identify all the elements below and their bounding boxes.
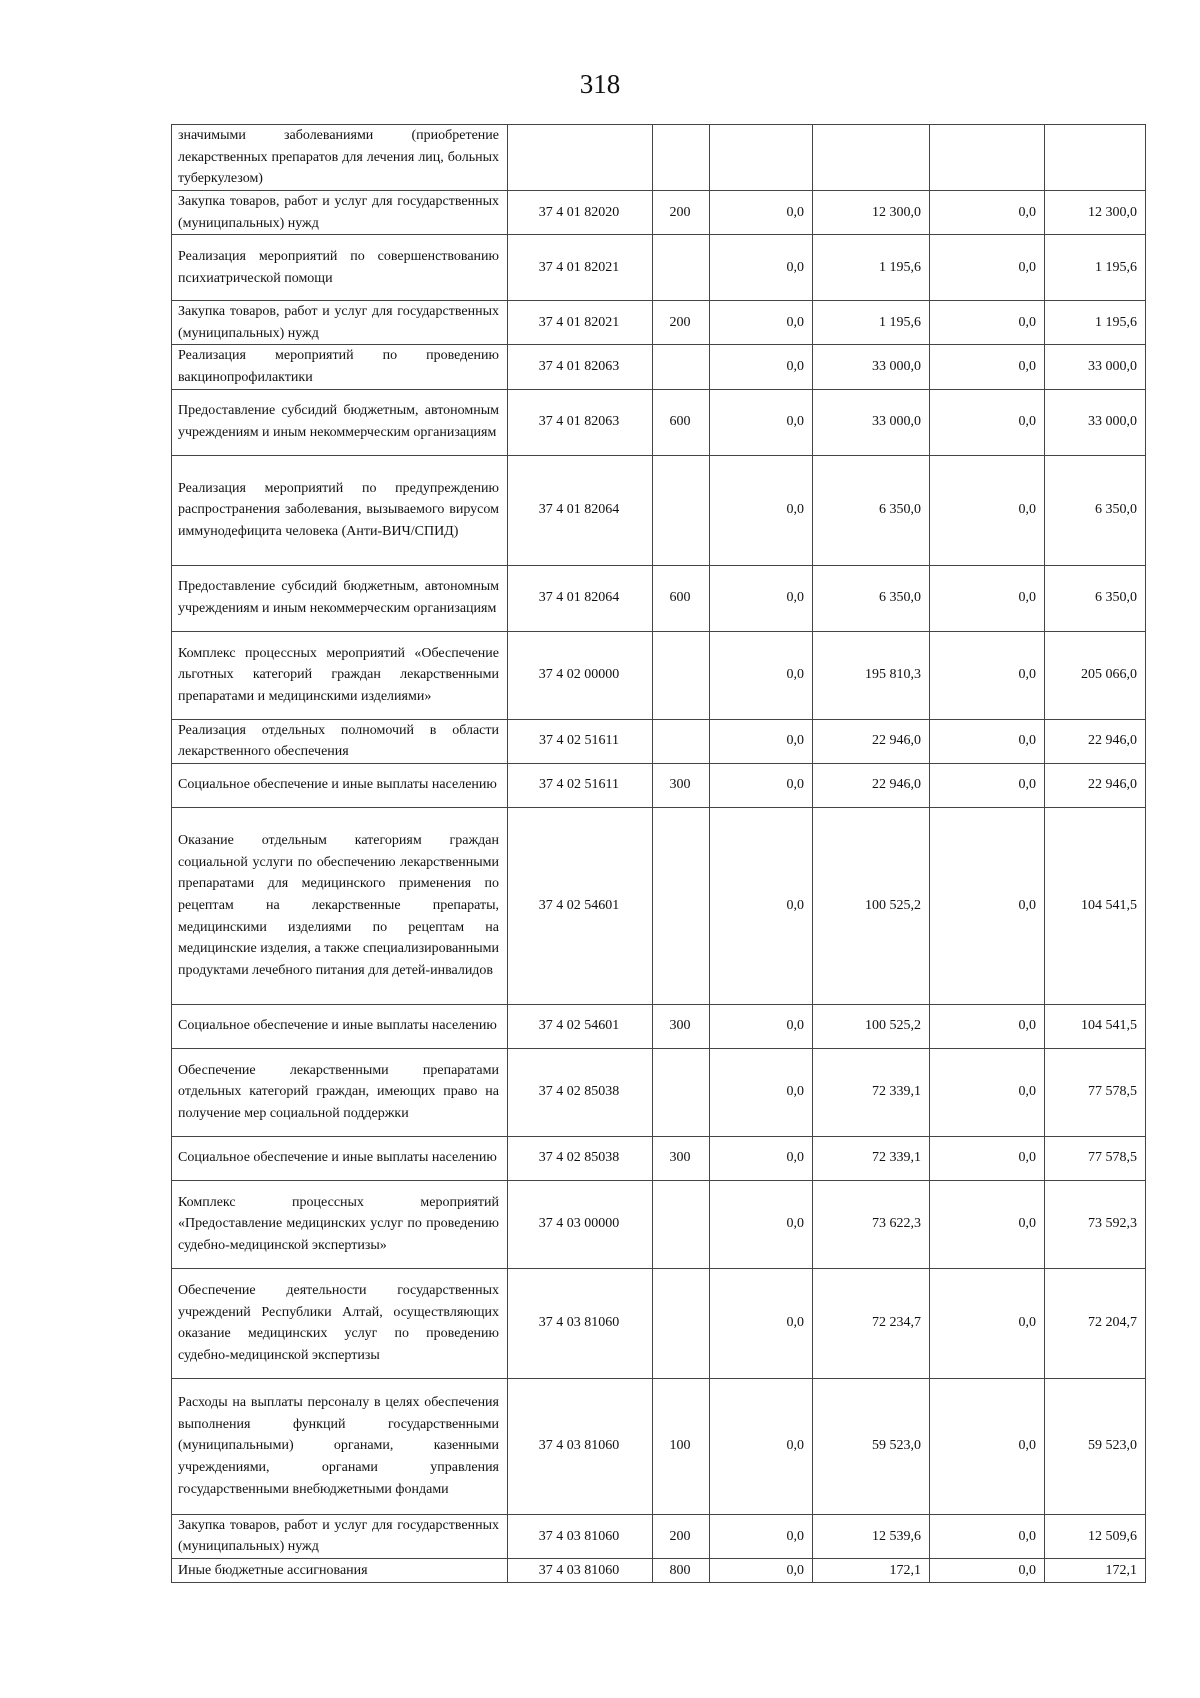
row-value-3: 0,0 xyxy=(930,1180,1045,1268)
row-value-3: 0,0 xyxy=(930,1558,1045,1582)
table-row xyxy=(172,191,1146,235)
row-value-2: 73 622,3 xyxy=(813,1180,930,1268)
table-row xyxy=(172,763,1146,807)
row-value-1: 0,0 xyxy=(710,1180,813,1268)
row-value-3: 0,0 xyxy=(930,719,1045,763)
row-name: Закупка товаров, работ и услуг для государственных (муниципальных) нужд xyxy=(172,191,508,235)
table-row xyxy=(172,565,1146,631)
row-value-4: 33 000,0 xyxy=(1045,389,1146,455)
row-name: Закупка товаров, работ и услуг для государственных (муниципальных) нужд xyxy=(172,301,508,345)
row-value-4: 77 578,5 xyxy=(1045,1136,1146,1180)
row-value-2: 12 300,0 xyxy=(813,191,930,235)
row-value-3: 0,0 xyxy=(930,1136,1045,1180)
table-row xyxy=(172,1136,1146,1180)
row-csr: 37 4 02 51611 xyxy=(508,763,653,807)
row-value-1: 0,0 xyxy=(710,345,813,389)
table-row xyxy=(172,1268,1146,1378)
row-name: Комплекс процессных мероприятий «Обеспечение льготных категорий граждан лекарственными препаратами и медицинскими изделиями» xyxy=(172,631,508,719)
row-csr: 37 4 02 54601 xyxy=(508,807,653,1004)
row-value-4: 12 509,6 xyxy=(1045,1514,1146,1558)
row-vr xyxy=(653,125,710,191)
row-csr: 37 4 01 82021 xyxy=(508,301,653,345)
row-value-3: 0,0 xyxy=(930,301,1045,345)
row-vr: 600 xyxy=(653,565,710,631)
row-name: Социальное обеспечение и иные выплаты населению xyxy=(172,1004,508,1048)
row-value-4: 104 541,5 xyxy=(1045,1004,1146,1048)
row-value-3: 0,0 xyxy=(930,1514,1045,1558)
row-vr xyxy=(653,1268,710,1378)
row-value-1: 0,0 xyxy=(710,1048,813,1136)
row-value-3 xyxy=(930,125,1045,191)
row-csr: 37 4 02 51611 xyxy=(508,719,653,763)
row-value-2: 6 350,0 xyxy=(813,565,930,631)
row-value-3: 0,0 xyxy=(930,455,1045,565)
table-row xyxy=(172,1514,1146,1558)
table-row xyxy=(172,1558,1146,1582)
row-value-1: 0,0 xyxy=(710,565,813,631)
row-vr xyxy=(653,1180,710,1268)
row-value-3: 0,0 xyxy=(930,763,1045,807)
row-value-1: 0,0 xyxy=(710,763,813,807)
row-value-1: 0,0 xyxy=(710,455,813,565)
row-value-3: 0,0 xyxy=(930,345,1045,389)
row-vr xyxy=(653,235,710,301)
row-value-1: 0,0 xyxy=(710,719,813,763)
table-row xyxy=(172,1378,1146,1514)
row-vr: 200 xyxy=(653,301,710,345)
row-csr xyxy=(508,125,653,191)
row-value-2: 33 000,0 xyxy=(813,389,930,455)
row-value-3: 0,0 xyxy=(930,631,1045,719)
row-name: Предоставление субсидий бюджетным, автономным учреждениям и иным некоммерческим организациям xyxy=(172,565,508,631)
row-value-2: 100 525,2 xyxy=(813,807,930,1004)
row-csr: 37 4 03 81060 xyxy=(508,1268,653,1378)
table-row xyxy=(172,389,1146,455)
row-name: Иные бюджетные ассигнования xyxy=(172,1558,508,1582)
row-value-1: 0,0 xyxy=(710,631,813,719)
row-value-2: 72 339,1 xyxy=(813,1048,930,1136)
row-value-2: 22 946,0 xyxy=(813,763,930,807)
table-row xyxy=(172,719,1146,763)
row-vr xyxy=(653,455,710,565)
table-row xyxy=(172,345,1146,389)
row-vr xyxy=(653,1048,710,1136)
row-value-2: 72 339,1 xyxy=(813,1136,930,1180)
row-name: Реализация мероприятий по предупреждению распространения заболевания, вызываемого вирусом иммунодефицита человека (Анти-ВИЧ/СПИД) xyxy=(172,455,508,565)
row-value-4: 205 066,0 xyxy=(1045,631,1146,719)
row-name: Расходы на выплаты персоналу в целях обеспечения выполнения функций государственными (муниципальными) органами, казенными учреждениями, органами управления государственными внебюджетными фондами xyxy=(172,1378,508,1514)
row-value-4: 33 000,0 xyxy=(1045,345,1146,389)
row-value-3: 0,0 xyxy=(930,565,1045,631)
row-csr: 37 4 01 82021 xyxy=(508,235,653,301)
table-body xyxy=(172,125,1146,1583)
row-value-1: 0,0 xyxy=(710,807,813,1004)
row-name: Реализация мероприятий по совершенствованию психиатрической помощи xyxy=(172,235,508,301)
row-value-3: 0,0 xyxy=(930,191,1045,235)
row-csr: 37 4 03 00000 xyxy=(508,1180,653,1268)
row-value-1: 0,0 xyxy=(710,1514,813,1558)
row-value-4: 22 946,0 xyxy=(1045,763,1146,807)
row-csr: 37 4 02 85038 xyxy=(508,1048,653,1136)
row-value-4: 12 300,0 xyxy=(1045,191,1146,235)
row-value-2: 33 000,0 xyxy=(813,345,930,389)
row-value-4: 104 541,5 xyxy=(1045,807,1146,1004)
row-value-3: 0,0 xyxy=(930,389,1045,455)
page-number: 318 xyxy=(579,69,621,99)
row-vr: 300 xyxy=(653,763,710,807)
row-name: Комплекс процессных мероприятий «Предоставление медицинских услуг по проведению судебно-медицинской экспертизы» xyxy=(172,1180,508,1268)
row-value-4: 22 946,0 xyxy=(1045,719,1146,763)
row-csr: 37 4 02 85038 xyxy=(508,1136,653,1180)
row-value-3: 0,0 xyxy=(930,1268,1045,1378)
row-csr: 37 4 02 54601 xyxy=(508,1004,653,1048)
row-value-2: 72 234,7 xyxy=(813,1268,930,1378)
row-vr xyxy=(653,631,710,719)
row-vr: 200 xyxy=(653,191,710,235)
row-vr: 800 xyxy=(653,1558,710,1582)
row-value-4: 73 592,3 xyxy=(1045,1180,1146,1268)
table-row xyxy=(172,455,1146,565)
table-row xyxy=(172,1180,1146,1268)
row-name: Закупка товаров, работ и услуг для государственных (муниципальных) нужд xyxy=(172,1514,508,1558)
row-value-1 xyxy=(710,125,813,191)
row-vr xyxy=(653,719,710,763)
row-vr: 300 xyxy=(653,1136,710,1180)
row-value-1: 0,0 xyxy=(710,1136,813,1180)
row-name: Предоставление субсидий бюджетным, автономным учреждениям и иным некоммерческим организациям xyxy=(172,389,508,455)
row-csr: 37 4 01 82064 xyxy=(508,455,653,565)
row-value-4: 77 578,5 xyxy=(1045,1048,1146,1136)
row-vr xyxy=(653,807,710,1004)
row-name: Обеспечение лекарственными препаратами отдельных категорий граждан, имеющих право на получение мер социальной поддержки xyxy=(172,1048,508,1136)
table-row xyxy=(172,1004,1146,1048)
row-value-2: 1 195,6 xyxy=(813,235,930,301)
row-value-2: 12 539,6 xyxy=(813,1514,930,1558)
row-value-4: 172,1 xyxy=(1045,1558,1146,1582)
row-value-4: 59 523,0 xyxy=(1045,1378,1146,1514)
row-csr: 37 4 02 00000 xyxy=(508,631,653,719)
row-value-3: 0,0 xyxy=(930,807,1045,1004)
row-name: Оказание отдельным категориям граждан социальной услуги по обеспечению лекарственными препаратами для медицинского применения по рецептам на лекарственные препараты, медицинскими изделиями по рецептам на медицинские изделия, а также специализированными продуктами лечебного питания для детей-инвалидов xyxy=(172,807,508,1004)
row-value-4: 1 195,6 xyxy=(1045,301,1146,345)
row-value-1: 0,0 xyxy=(710,389,813,455)
row-csr: 37 4 03 81060 xyxy=(508,1378,653,1514)
row-csr: 37 4 01 82063 xyxy=(508,389,653,455)
row-vr: 100 xyxy=(653,1378,710,1514)
row-value-2 xyxy=(813,125,930,191)
row-value-4: 1 195,6 xyxy=(1045,235,1146,301)
row-value-1: 0,0 xyxy=(710,1004,813,1048)
table-row xyxy=(172,125,1146,191)
row-csr: 37 4 03 81060 xyxy=(508,1514,653,1558)
row-value-1: 0,0 xyxy=(710,235,813,301)
table-row xyxy=(172,235,1146,301)
table-row xyxy=(172,631,1146,719)
row-value-2: 59 523,0 xyxy=(813,1378,930,1514)
table-row xyxy=(172,301,1146,345)
row-name: Реализация отдельных полномочий в области лекарственного обеспечения xyxy=(172,719,508,763)
row-name: Обеспечение деятельности государственных учреждений Республики Алтай, осуществляющих оказание медицинских услуг по проведению судебно-медицинской экспертизы xyxy=(172,1268,508,1378)
row-value-2: 6 350,0 xyxy=(813,455,930,565)
row-vr: 600 xyxy=(653,389,710,455)
row-value-1: 0,0 xyxy=(710,1268,813,1378)
row-value-4: 6 350,0 xyxy=(1045,565,1146,631)
table-row xyxy=(172,807,1146,1004)
row-name: Социальное обеспечение и иные выплаты населению xyxy=(172,763,508,807)
row-value-3: 0,0 xyxy=(930,235,1045,301)
row-value-3: 0,0 xyxy=(930,1004,1045,1048)
row-csr: 37 4 03 81060 xyxy=(508,1558,653,1582)
row-value-2: 22 946,0 xyxy=(813,719,930,763)
row-vr xyxy=(653,345,710,389)
row-vr: 300 xyxy=(653,1004,710,1048)
row-vr: 200 xyxy=(653,1514,710,1558)
row-value-2: 100 525,2 xyxy=(813,1004,930,1048)
row-value-1: 0,0 xyxy=(710,1378,813,1514)
budget-table xyxy=(171,124,1146,1583)
row-value-1: 0,0 xyxy=(710,301,813,345)
row-value-4 xyxy=(1045,125,1146,191)
row-value-3: 0,0 xyxy=(930,1378,1045,1514)
row-value-1: 0,0 xyxy=(710,191,813,235)
row-value-4: 72 204,7 xyxy=(1045,1268,1146,1378)
row-csr: 37 4 01 82063 xyxy=(508,345,653,389)
row-csr: 37 4 01 82064 xyxy=(508,565,653,631)
row-value-4: 6 350,0 xyxy=(1045,455,1146,565)
row-value-2: 172,1 xyxy=(813,1558,930,1582)
row-value-2: 1 195,6 xyxy=(813,301,930,345)
row-value-1: 0,0 xyxy=(710,1558,813,1582)
row-name: Социальное обеспечение и иные выплаты населению xyxy=(172,1136,508,1180)
table-row xyxy=(172,1048,1146,1136)
row-name: Реализация мероприятий по проведению вакцинопрофилактики xyxy=(172,345,508,389)
row-csr: 37 4 01 82020 xyxy=(508,191,653,235)
row-value-3: 0,0 xyxy=(930,1048,1045,1136)
row-value-2: 195 810,3 xyxy=(813,631,930,719)
row-name: значимыми заболеваниями (приобретение лекарственных препаратов для лечения лиц, больных туберкулезом) xyxy=(172,125,508,191)
